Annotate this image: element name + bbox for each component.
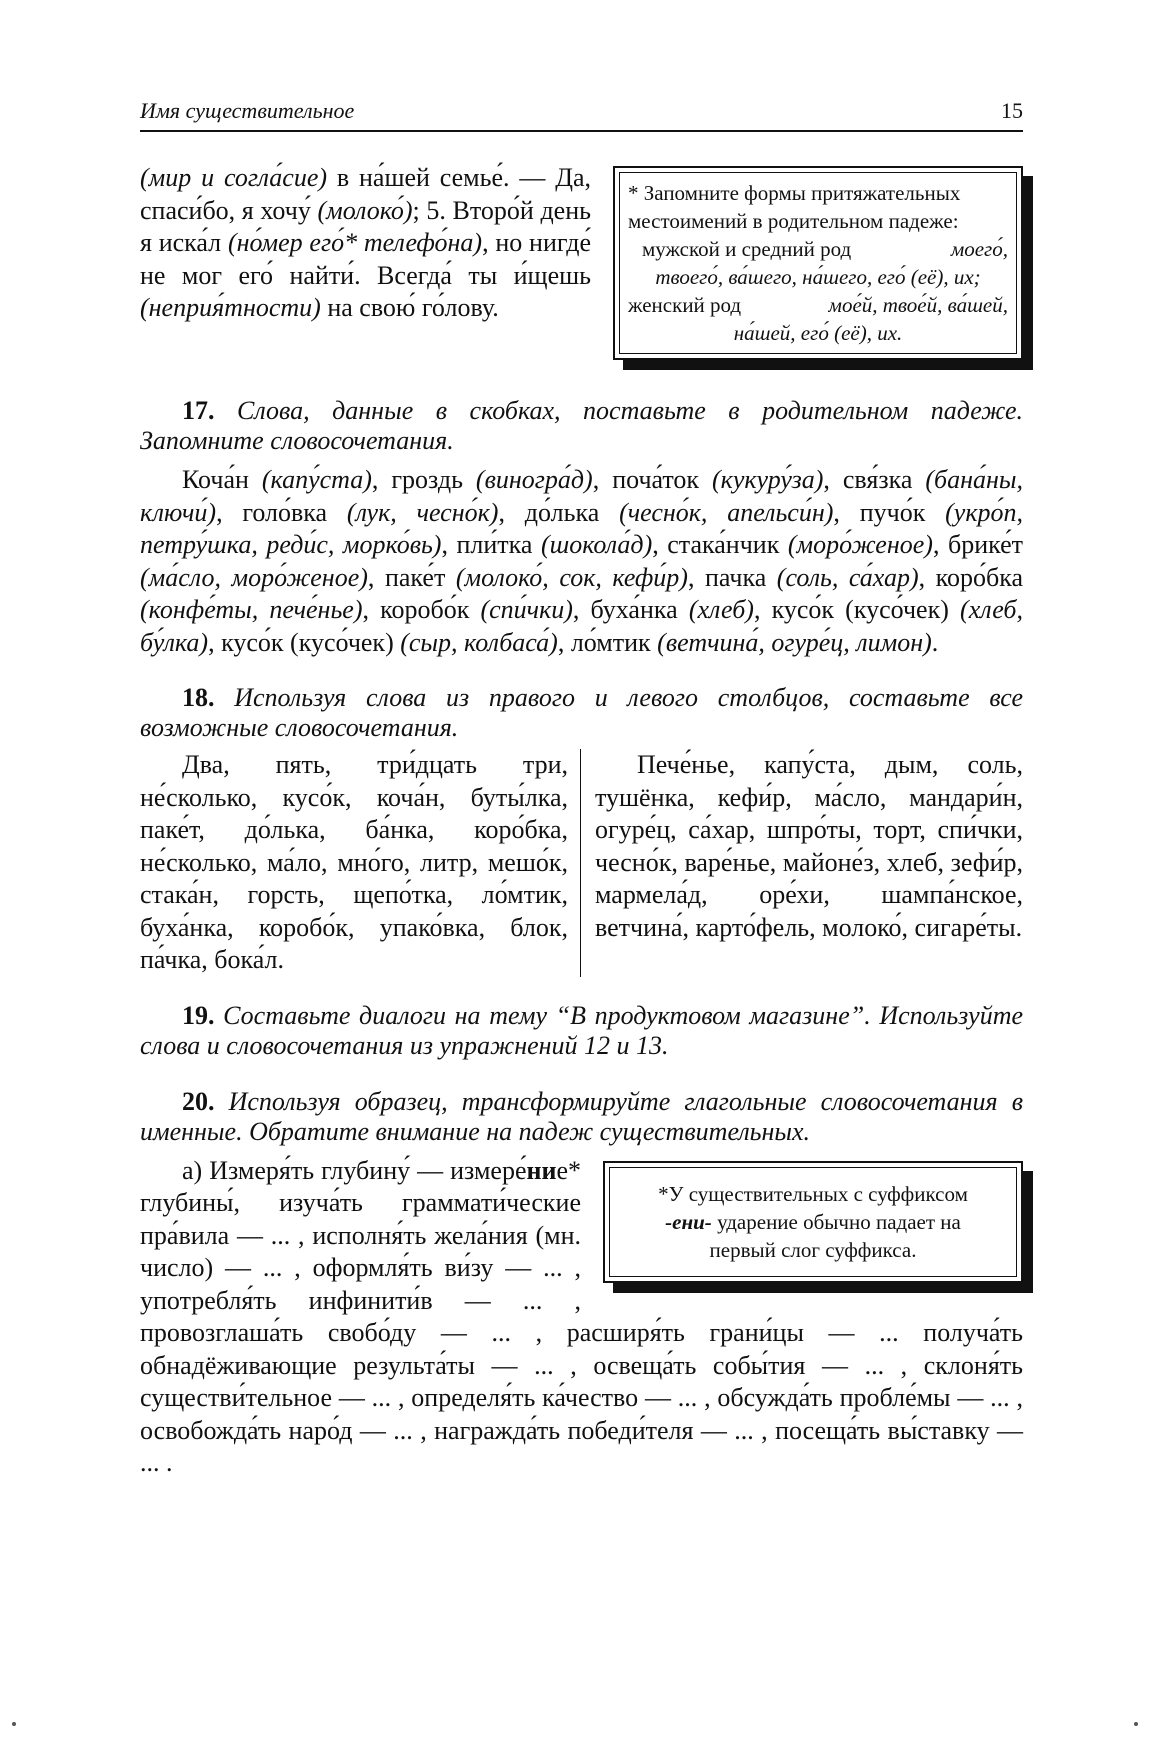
note-line: на́шей, его́ (её), их. — [733, 321, 903, 345]
note-line: * Запомните формы притяжательных — [628, 181, 961, 205]
text-segment: , пли́тка — [441, 530, 541, 559]
text-segment: Коча́н — [182, 465, 262, 494]
note-line: твоего́, ва́шего, на́шего, его́ (её), их; — [655, 265, 981, 289]
text-segment: (лук, чесно́к) — [346, 497, 499, 527]
running-header — [140, 98, 1023, 132]
text-segment: (шокола́д) — [540, 530, 653, 559]
note-line: местоимений в родительном падеже: — [628, 209, 959, 233]
text-segment: , свя́зка — [823, 465, 926, 494]
text-segment: , кусо́к (кусо́чек) — [208, 627, 401, 657]
text-segment: (укро́п, петру́шка, реди́с, морко́вь) — [140, 497, 1024, 559]
exercise-17 — [140, 396, 1023, 659]
text-segment: (соль, са́хар) — [776, 562, 919, 592]
exercise-17-text — [140, 464, 1023, 659]
text-segment: , голо́вка — [216, 497, 347, 527]
text-segment: , — [687, 562, 695, 592]
exercise-18 — [140, 683, 1023, 977]
note-line: мужской и средний род — [642, 237, 852, 261]
page-content — [140, 98, 1023, 1480]
page-number: 15 — [1001, 98, 1023, 123]
text-segment: , до́лька — [498, 497, 620, 527]
note-box-suffix — [603, 1161, 1023, 1283]
note-line: *У существительных с суффиксом — [658, 1181, 968, 1206]
text-segment: , ло́мтик — [557, 627, 658, 657]
chapter-title: Имя существительное — [140, 98, 355, 123]
text-segment: (спи́чки) — [480, 595, 573, 624]
text-segment: (конфе́ты, пече́нье) — [140, 595, 363, 624]
note-line: мое́й, твое́й, ва́шей, — [828, 293, 1008, 317]
exercise-19-task: 19. Составьте диалоги на тему “В продуктовом магазине”. Используйте слова и словосочетания из упражнений 12 и 13. — [140, 1000, 1024, 1060]
exercise-20-task: 20. Используя образец, трансформируйте глагольные словосочетания в именные. Обратите внимание на падеж существительных. — [140, 1086, 1023, 1146]
text-segment: (хлеб, бу́лка) — [140, 595, 1023, 657]
text-segment: . — [931, 627, 939, 657]
note-line: моего́, — [950, 237, 1008, 261]
text-segment: , стака́нчик — [652, 530, 788, 559]
exercise-17-task: 17. Слова, данные в скобках, поставьте в родительном падеже. Запомните словосочетания. — [140, 396, 1023, 455]
exercise-19 — [140, 1001, 1023, 1061]
note-line: -ени- ударение обычно падает на — [665, 1209, 961, 1234]
text-segment: (сыр, колбаса́) — [400, 627, 558, 657]
text-segment: (моро́женое) — [787, 530, 933, 559]
text-segment: (молоко́, сок, кефи́р) — [455, 562, 688, 592]
text-segment: , поча́ток — [592, 465, 713, 494]
text-segment: (ветчина́, огуре́ц, лимон) — [657, 627, 932, 657]
text-segment: (ма́сло, моро́женое) — [140, 562, 368, 592]
left-column: Два, пять, три́дцать три, не́сколько, кусо́к, коча́н, буты́лка, паке́т, до́лька, ба́нка, коро́бка, не́сколько, ма́ло, мно́го, литр, мешо́к, стака́н, горсть, щепо́тка, ло́мтик, буха́нка, коробо́к, упако́вка, блок, па́чка, бока́л. — [140, 749, 581, 977]
note-line: первый слог суффикса. — [709, 1237, 917, 1262]
exercise-20 — [140, 1087, 1023, 1480]
text-segment: , — [572, 595, 580, 624]
text-segment: , коробо́к — [362, 595, 481, 624]
corner-mark — [1134, 1722, 1138, 1726]
corner-mark — [12, 1722, 16, 1726]
text-segment: , гроздь — [371, 465, 476, 494]
text-segment: (бана́ны, ключи́) — [140, 465, 1023, 527]
text-segment: пачка — [694, 562, 777, 592]
note-box-possessive — [613, 166, 1023, 360]
text-segment: , коро́бка — [918, 562, 1023, 592]
text-segment: (чесно́к, апельси́н) — [619, 497, 834, 527]
text-segment: (хлеб) — [688, 595, 754, 624]
text-segment: , кусо́к (кусо́чек) — [753, 595, 961, 624]
text-segment: , пучо́к — [833, 497, 946, 527]
exercise-20-text: а) Измеря́ть глубину́ — измере́ние* глубины́, изуча́ть граммати́ческие пра́вила — ... , исполня́ть жела́ния (мн. число) — ... , оформля́ть ви́зу — ... , употребля́ть инфинити́в — ... , провозглаша́ть свобо́ду — ... , расширя́ть грани́цы — ... получа́ть обнадёживающие результа́ты — ... , освеща́ть собы́тия — ... , склоня́ть существи́тельное — ... , определя́ть ка́чество — ... , обсужда́ть пробле́мы — ... , освобожда́ть наро́д — ... , награжда́ть победи́теля — ... , посеща́ть вы́ставку — ... . — [140, 1155, 1023, 1477]
text-segment: (кукуру́за) — [712, 465, 824, 494]
text-segment: (виногра́д) — [475, 465, 593, 494]
note-line: женский род — [628, 293, 742, 317]
section-intro — [140, 162, 1023, 374]
right-column: Пече́нье, капу́ста, дым, соль, тушёнка, кефи́р, ма́сло, мандари́н, огуре́ц, са́хар, шпро́ты, торт, спи́чки, чесно́к, варе́нье, майоне́з, хлеб, зефи́р, мармела́д, оре́хи, шампа́нское, ветчина́, карто́фель, молоко́, сигаре́ты. — [595, 750, 1023, 942]
text-segment: , брике́т — [932, 530, 1023, 559]
text-segment: (капу́ста) — [261, 465, 372, 494]
exercise-18-task: 18. Используя слова из правого и левого столбцов, составьте все возможные словосочетания. — [140, 683, 1024, 742]
intro-paragraph: (мир и согла́сие) в на́шей семье́. — Да, спаси́бо, я хочу́ (молоко́); 5. Второ́й день я иска́л (но́мер его́* телефо́на), но нигде́ не мог его́ найти́. Всегда́ ты и́щешь (неприя́тности) на свою́ го́лову. — [140, 163, 591, 322]
text-segment: буха́нка — [579, 595, 689, 624]
text-segment: , паке́т — [367, 562, 456, 592]
